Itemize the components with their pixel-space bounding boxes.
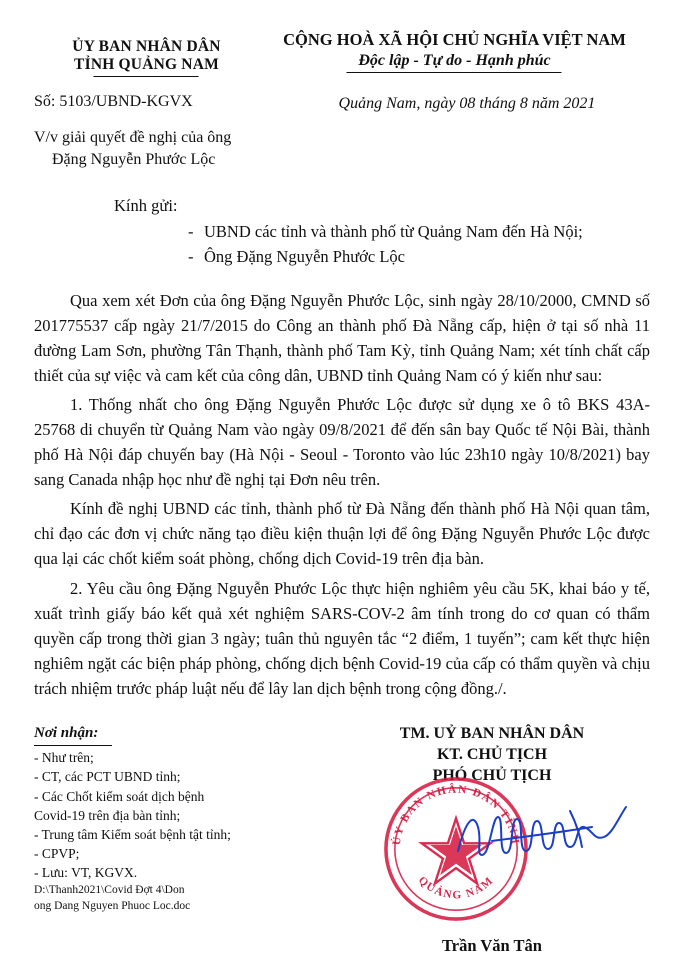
file-path-line-1: D:\Thanh2021\Covid Đợt 4\Don xyxy=(34,884,185,897)
official-seal-stamp xyxy=(382,775,530,923)
list-item: - Như trên; xyxy=(34,750,94,766)
list-item: - Ông Đặng Nguyễn Phước Lộc xyxy=(204,245,650,270)
organization-line-2: TỈNH QUẢNG NAM xyxy=(74,56,219,77)
subject-line-1: V/v giải quyết đề nghị của ông xyxy=(34,129,232,146)
signature-title-line-3: PHÓ CHỦ TỊCH xyxy=(432,767,552,785)
distribution-block xyxy=(34,723,334,956)
body-paragraph: 2. Yêu cầu ông Đặng Nguyễn Phước Lộc thực hiện nghiêm yêu cầu 5K, khai báo y tế, xuất trình giấy báo kết quả xét nghiệm SARS-COV-2 âm tính trong do cơ quan có thẩm quyền cấp trong thời gian 3 ngày; tuân thủ nguyên tắc “2 điểm, 1 tuyến”; cam kết thực hiện nghiêm ngặt các biện pháp phòng, chống dịch bệnh Covid-19 của cấp có thẩm quyền và chịu trách nhiệm trước pháp luật nếu để lây lan dịch bệnh trong cộng đồng./. xyxy=(34,578,650,698)
svg-text:QUẢNG NAM: QUẢNG NAM xyxy=(415,874,497,902)
recipients-list xyxy=(34,220,650,270)
list-item: - Các Chốt kiểm soát dịch bệnh xyxy=(34,788,205,804)
document-meta xyxy=(0,77,684,113)
document-footer xyxy=(0,705,684,956)
signer-name: Trần Văn Tân xyxy=(442,936,542,956)
recipients-label: Kính gửi: xyxy=(114,196,178,216)
document-header xyxy=(0,0,684,77)
organization-line-1: ỦY BAN NHÂN DÂN xyxy=(72,38,221,55)
signature-title-line-1: TM. UỶ BAN NHÂN DÂN xyxy=(399,724,585,742)
place-and-date: Quảng Nam, ngày 08 tháng 8 năm 2021 xyxy=(338,95,596,112)
national-motto: Độc lập - Tự do - Hạnh phúc xyxy=(358,52,550,73)
body-paragraph: Qua xem xét Đơn của ông Đặng Nguyễn Phước Lộc, sinh ngày 28/10/2000, CMND số 201775537 cấp ngày 21/7/2015 do Công an thành phố Đà Nẵng cấp, hiện ở tại số nhà 11 đường Lam Sơn, phường Tân Thạnh, thành phố Tam Kỳ, tỉnh Quảng Nam; xét tính chất cấp thiết của sự việc và cam kết của công dân, UBND tỉnh Quảng Nam có ý kiến như sau: xyxy=(34,290,650,385)
file-path-line-2: ong Dang Nguyen Phuoc Loc.doc xyxy=(34,899,191,912)
body-paragraph: 1. Thống nhất cho ông Đặng Nguyễn Phước Lộc được sử dụng xe ô tô BKS 43A- 25768 di chuyển từ Quảng Nam vào ngày 09/8/2021 để đến sân bay Quốc tế Nội Bài, thành phố Hà Nội đáp chuyến bay (Hà Nội - Seoul - Toronto vào lúc 23h10 ngày 10/8/2021) bay sang Canada nhập học như đề nghị tại Đơn nêu trên. xyxy=(34,395,650,490)
svg-text:ỦY BAN NHÂN DÂN TỈNH: ỦY BAN NHÂN DÂN TỈNH xyxy=(390,783,522,846)
signature-block xyxy=(334,723,650,956)
signature-title-line-2: KT. CHỦ TỊCH xyxy=(436,746,548,764)
issuing-organization xyxy=(34,30,259,77)
document-number: Số: 5103/UBND-KGVX xyxy=(34,93,193,110)
document-subject xyxy=(0,113,684,170)
recipients-block xyxy=(0,170,684,270)
document-body xyxy=(0,270,684,701)
national-heading xyxy=(259,30,650,77)
distribution-list xyxy=(34,748,334,882)
list-item: Covid-19 trên địa bàn tỉnh; xyxy=(34,807,181,823)
list-item: - Trung tâm Kiểm soát bệnh tật tỉnh; xyxy=(34,826,231,842)
body-paragraph: Kính đề nghị UBND các tỉnh, thành phố từ Đà Nẵng đến thành phố Hà Nội quan tâm, chỉ đạo các đơn vị chức năng tạo điều kiện thuận lợi để ông Đặng Nguyễn Phước Lộc được qua lại các chốt kiểm soát phòng, chống dịch Covid-19 trên địa bàn. xyxy=(34,499,650,569)
list-item: - Lưu: VT, KGVX. xyxy=(34,865,138,881)
list-item: - CPVP; xyxy=(34,846,80,862)
subject-line-2: Đặng Nguyễn Phước Lộc xyxy=(52,150,216,168)
distribution-title: Nơi nhận: xyxy=(34,723,98,746)
list-item: - CT, các PCT UBND tỉnh; xyxy=(34,769,181,785)
national-title: CỘNG HOÀ XÃ HỘI CHỦ NGHĨA VIỆT NAM xyxy=(283,30,626,49)
list-item: - UBND các tỉnh và thành phố từ Quảng Nam đến Hà Nội; xyxy=(204,220,650,245)
